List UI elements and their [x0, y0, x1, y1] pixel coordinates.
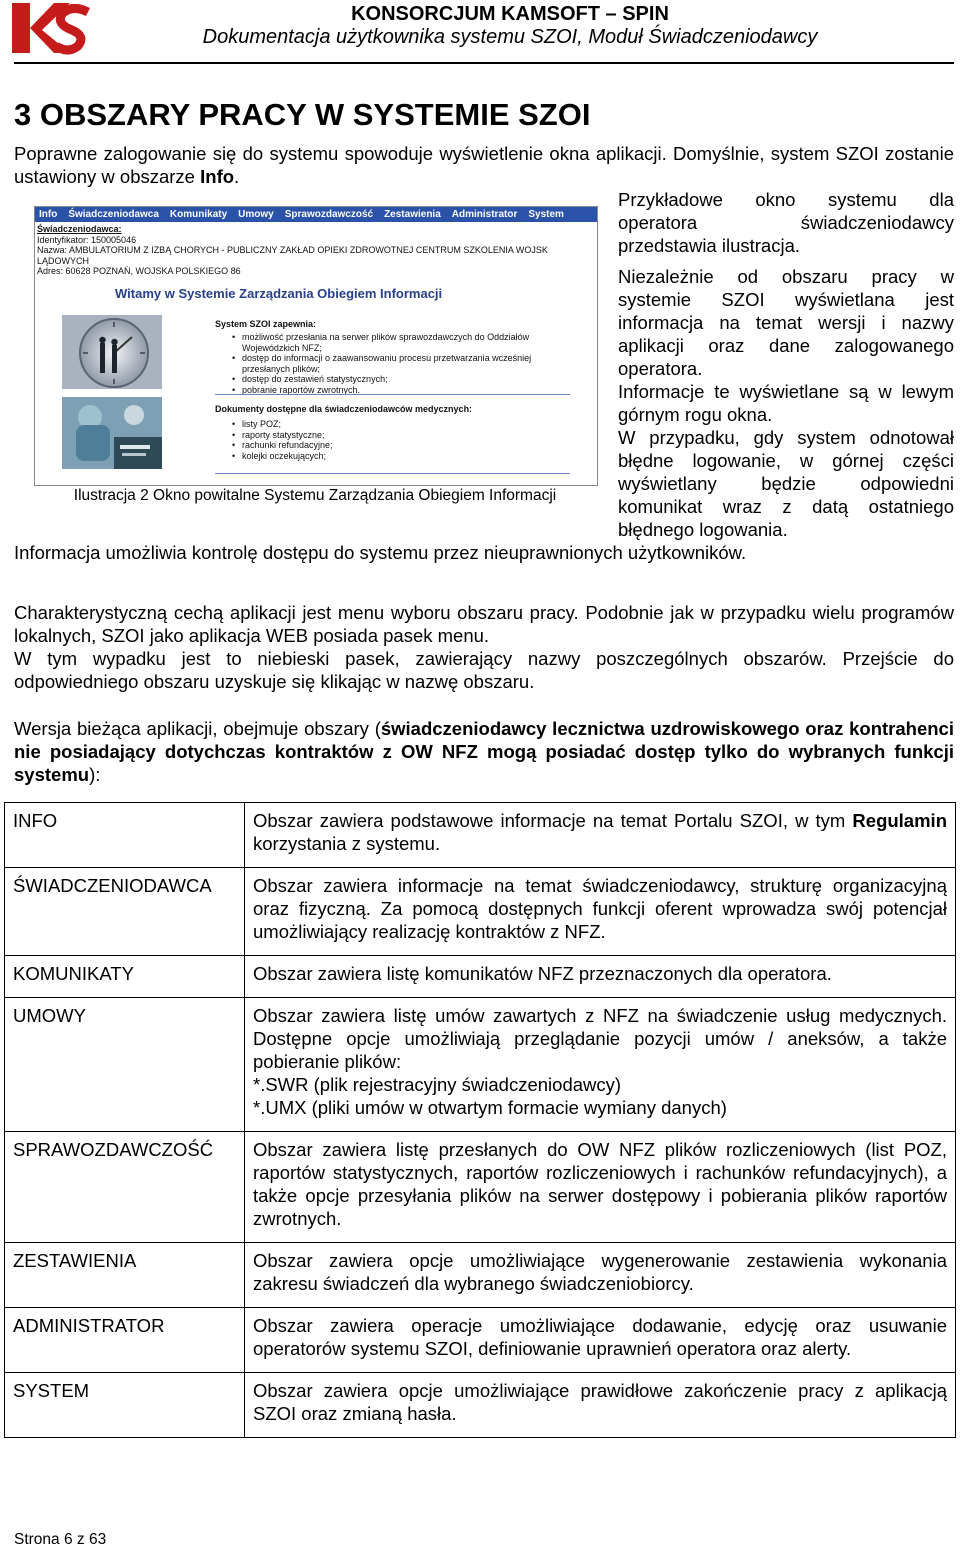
- figure-caption: Ilustracja 2 Okno powitalne Systemu Zarządzania Obiegiem Informacji: [73, 487, 557, 504]
- figure-provides-list: [240, 332, 572, 395]
- table-row: [5, 1373, 956, 1438]
- figure-docs-item: • listy POZ;: [240, 419, 333, 430]
- area-desc-text: Obszar zawiera podstawowe informacje na temat Portalu SZOI, w tym: [253, 810, 853, 831]
- figure-user-info: [37, 224, 597, 277]
- figure-divider: [215, 473, 570, 474]
- figure-menu-item: Sprawozdawczość: [284, 209, 374, 220]
- table-row: [5, 868, 956, 956]
- figure-clock-photo: [62, 315, 162, 389]
- control-paragraph: Informacja umożliwia kontrolę dostępu do systemu przez nieuprawnionych użytkowników.: [14, 542, 747, 563]
- figure-docs-item: • rachunki refundacyjne;: [240, 440, 333, 451]
- area-name: SYSTEM: [5, 1373, 245, 1438]
- area-desc-end: korzystania z systemu.: [253, 833, 441, 854]
- figure-menu-item: Świadczeniodawca: [68, 209, 159, 220]
- area-description: Obszar zawiera operacje umożliwiające dodawanie, edycję oraz usuwanie operatorów systemu SZOI, definiowanie uprawnień operatora oraz alerty.: [245, 1308, 956, 1373]
- table-row: [5, 956, 956, 998]
- figure-welcome-heading: Witamy w Systemie Zarządzania Obiegiem Informacji: [115, 286, 443, 301]
- figure-divider: [215, 394, 570, 395]
- area-name: ŚWIADCZENIODAWCA: [5, 868, 245, 956]
- table-row: [5, 998, 956, 1132]
- figure-docs-list: [240, 419, 333, 461]
- company-name: KONSORCJUM KAMSOFT – SPIN: [351, 3, 669, 25]
- area-name: SPRAWOZDAWCZOŚĆ: [5, 1132, 245, 1243]
- version-start: Wersja bieżąca aplikacji, obejmuje obszary (: [14, 718, 381, 739]
- intro-end: .: [234, 166, 240, 187]
- version-paragraph: [14, 717, 954, 786]
- figure-provides-item: • pobranie raportów zwrotnych.: [240, 385, 572, 396]
- side-paragraph-2: Niezależnie od obszaru pracy w systemie SZOI wyświetlana jest informacja na temat wersji i nazwy aplikacji oraz dane zalogowanego operatora.: [618, 266, 954, 379]
- intro-paragraph: [14, 142, 954, 188]
- figure-provider-label: Świadczeniodawca:: [37, 224, 122, 234]
- table-row: [5, 1243, 956, 1308]
- screenshot-figure: [34, 206, 598, 486]
- figure-menu-item: Info: [39, 209, 58, 220]
- table-row: [5, 1308, 956, 1373]
- figure-menu-item: System: [528, 209, 564, 220]
- table-row: [5, 1132, 956, 1243]
- side-paragraph-4: W przypadku, gdy system odnotował błędne logowanie, w górnej części wyświetlany będzie odpowiedni komunikat wraz z datą ostatniego błędnego logowania.: [618, 427, 954, 540]
- figure-docs-item: • kolejki oczekujących;: [240, 451, 333, 462]
- figure-menu-item: Umowy: [238, 209, 274, 220]
- header-divider: [14, 62, 954, 64]
- areas-table: [4, 802, 956, 1438]
- figure-menu-item: Zestawienia: [384, 209, 441, 220]
- version-bold: świadczeniodawcy lecznictwa uzdrowiskowego oraz kontrahenci nie posiadający dotychczas kontraktów z OW NFZ mogą posiadać dostęp tylko do wybranych funkcji systemu: [14, 718, 954, 785]
- area-desc-extra: *.SWR (plik rejestracyjny świadczeniodawcy): [253, 1074, 622, 1095]
- area-desc-extra: *.UMX (pliki umów w otwartym formacie wymiany danych): [253, 1097, 727, 1118]
- figure-menu-item: Komunikaty: [169, 209, 228, 220]
- logo-text: KS: [12, 0, 14, 1]
- figure-menu-item: Administrator: [451, 209, 518, 220]
- area-desc-bold: Regulamin: [852, 810, 947, 831]
- figure-id-line: Identyfikator: 150005046: [37, 234, 137, 245]
- intro-text: Poprawne zalogowanie się do systemu spowoduje wyświetlenie okna aplikacji. Domyślnie, system SZOI zostanie ustawiony w obszarze: [14, 143, 954, 187]
- figure-docs-heading: Dokumenty dostępne dla świadczeniodawców medycznych:: [215, 404, 473, 414]
- figure-docs-item: • raporty statystyczne;: [240, 430, 333, 441]
- table-row: [5, 803, 956, 868]
- area-description: Obszar zawiera listę przesłanych do OW NFZ plików rozliczeniowych (list POZ, raportów statystycznych, raportów rozliczeniowych i rachunków refundacyjnych), a także opcje przesyłania plików na serwer dostępowy i pobierania plików raportów zwrotnych.: [245, 1132, 956, 1243]
- area-name: ZESTAWIENIA: [5, 1243, 245, 1308]
- menu-paragraph-1: Charakterystyczną cechą aplikacji jest menu wyboru obszaru pracy. Podobnie jak w przypadku wielu programów lokalnych, SZOI jako aplikacja WEB posiada pasek menu.: [14, 602, 954, 646]
- figure-provides-item: • dostęp do zestawień statystycznych;: [240, 374, 572, 385]
- menu-paragraph-2: W tym wypadku jest to niebieski pasek, zawierający nazwy poszczególnych obszarów. Przejście do odpowiedniego obszaru uzyskuje się klikając w nazwę obszaru.: [14, 648, 954, 692]
- document-title: Dokumentacja użytkownika systemu SZOI, Moduł Świadczeniodawcy: [202, 26, 818, 48]
- side-paragraph-3: Informacje te wyświetlane są w lewym górnym rogu okna.: [618, 381, 954, 425]
- area-name: INFO: [5, 803, 245, 868]
- area-description: Obszar zawiera opcje umożliwiające wygenerowanie zestawienia wykonania zakresu świadczeń dla wybranego świadczeniobiorcy.: [245, 1243, 956, 1308]
- area-name: ADMINISTRATOR: [5, 1308, 245, 1373]
- area-description: [245, 998, 956, 1132]
- area-description: Obszar zawiera informacje na temat świadczeniodawcy, strukturę organizacyjną oraz fizyczną. Za pomocą dostępnych funkcji oferent wprowadza swój potencjał umożliwiający realizację kontraktów z NFZ.: [245, 868, 956, 956]
- page-number: Strona 6 z 63: [14, 1531, 107, 1548]
- area-description: Obszar zawiera opcje umożliwiające prawidłowe zakończenie pracy z aplikacją SZOI oraz zmianą hasła.: [245, 1373, 956, 1438]
- area-description: Obszar zawiera listę komunikatów NFZ przeznaczonych dla operatora.: [245, 956, 956, 998]
- section-title: 3 OBSZARY PRACY W SYSTEMIE SZOI: [14, 97, 591, 132]
- figure-provides-item: • możliwość przesłania na serwer plików sprawozdawczych do Oddziałów Wojewódzkich NFZ;: [240, 332, 572, 353]
- area-name: UMOWY: [5, 998, 245, 1132]
- side-paragraph-1: Przykładowe okno systemu dla operatora świadczeniodawcy przedstawia ilustracja.: [618, 189, 954, 256]
- area-description: [245, 803, 956, 868]
- version-end: ):: [89, 764, 101, 785]
- figure-surgery-photo: [62, 397, 162, 469]
- figure-name-line: Nazwa: AMBULATORIUM Z IZBĄ CHORYCH - PUBLICZNY ZAKŁAD OPIEKI ZDROWOTNEJ CENTRUM SZKOLENIA WOJSK LĄDOWYCH: [37, 245, 548, 266]
- figure-address-line: Adres: 60628 POZNAŃ, WOJSKA POLSKIEGO 86: [37, 266, 241, 276]
- figure-menu-bar: [35, 207, 597, 222]
- figure-provides-heading: System SZOI zapewnia:: [215, 319, 317, 329]
- area-desc-text: Obszar zawiera listę umów zawartych z NFZ na świadczenie usług medycznych. Dostępne opcje umożliwiają przeglądanie pozycji umów / aneksów, a także pobieranie plików:: [253, 1005, 947, 1072]
- area-name: KOMUNIKATY: [5, 956, 245, 998]
- figure-provides-item: • dostęp do informacji o zaawansowaniu procesu przetwarzania wcześniej przesłanych plików;: [240, 353, 572, 374]
- intro-bold: Info: [200, 166, 235, 187]
